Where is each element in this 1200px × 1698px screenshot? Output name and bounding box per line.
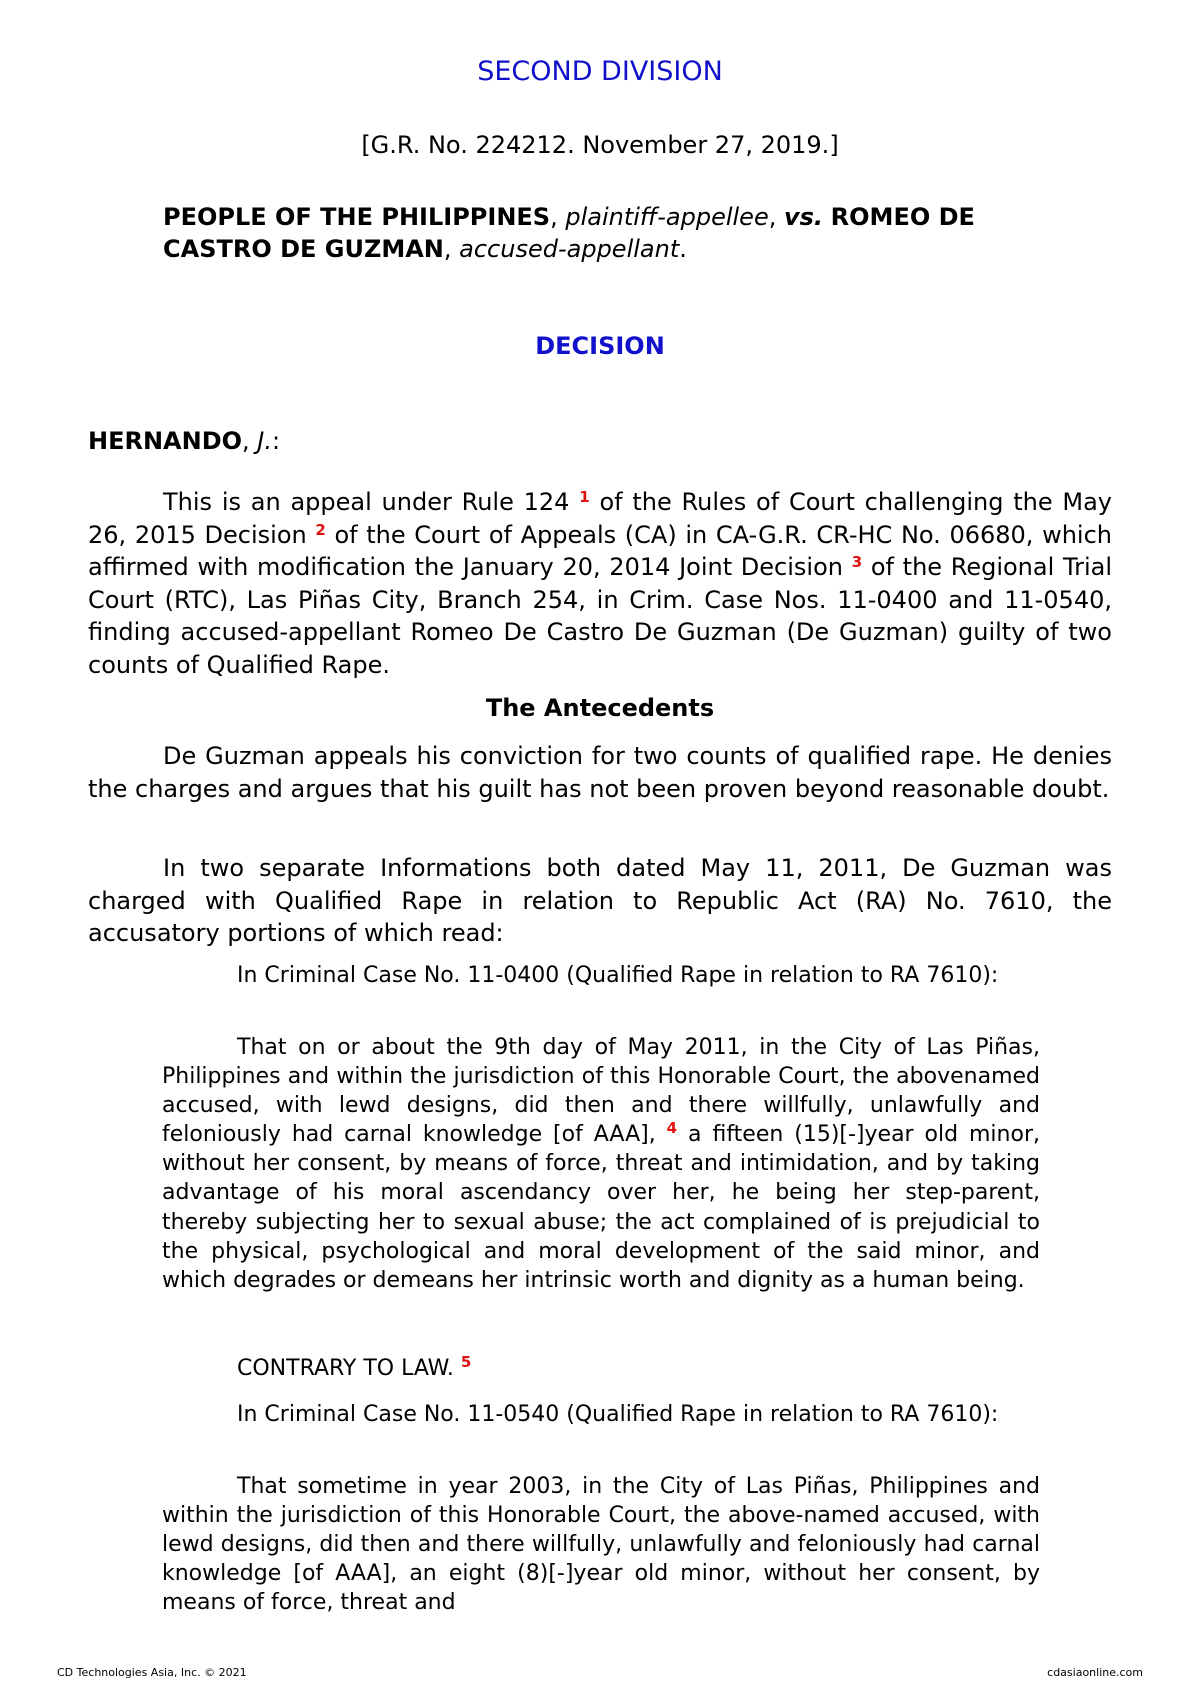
footnote-link-3[interactable]: 3 (851, 553, 863, 572)
paragraph-conviction (88, 740, 1112, 805)
paragraph-text: of the Rules of Court challenging the May 26, 2015 Decision (88, 488, 1112, 549)
ponente-name: HERNANDO (88, 427, 243, 455)
paragraph-appeal (88, 486, 1112, 682)
quote-text: That sometime in year 2003, in the City of Las Piñas, Philippines and within the jurisdiction of this Honorable Court, the above-named accused, with lewd designs, did then and there willfully, unlawfully and feloniously had carnal knowledge [of AAA], an eight (8)[-]year old minor, without her consent, by means of force, threat and (162, 1474, 1040, 1616)
footnote-link-1[interactable]: 1 (579, 488, 590, 506)
footer-copyright: CD Technologies Asia, Inc. © 2021 (57, 1666, 247, 1679)
paragraph-text: of the Court of Appeals (CA) in CA-G.R. CR-HC No. 06680, which affirmed with modification the January 20, 2014 Joint Decision (88, 520, 1112, 582)
antecedents-heading: The Antecedents (485, 694, 715, 722)
paragraph-text: In two separate Informations both dated May 11, 2011, De Guzman was charged with Qualified Rape in relation to Republic Act (RA) No. 7610, the accusatory portions of which read: (88, 854, 1112, 948)
paragraph-text: of the Regional Trial Court (RTC), Las Piñas City, Branch 254, in Crim. Case Nos. 11-0400 and 11-0540, finding accused-appellant Romeo De Castro De Guzman (De Guzman) guilty of two counts of Qualified Rape. (88, 553, 1112, 679)
ponente: HERNANDO, J.: (88, 427, 281, 455)
paragraph-text: De Guzman appeals his conviction for two counts of qualified rape. He denies the charges and argues that his guilt has not been proven beyond reasonable doubt. (88, 742, 1112, 803)
quote-case-1-body (162, 1033, 1040, 1295)
quote-text: a fifteen (15)[-]year old minor, without her consent, by means of force, threat and intimidation, and by taking advantage of his moral ascendancy over her, he being her step-parent, thereby subjecting her to sexual abuse; the act complained of is prejudicial to the physical, psychological and moral development of the said minor, and which degrades or demeans her intrinsic worth and dignity as a human being. (162, 1122, 1040, 1293)
quote-case-2-caption (162, 1400, 1040, 1429)
versus: vs. (783, 203, 824, 231)
decision-title: DECISION (535, 332, 665, 360)
accused-name: ROMEO DE CASTRO DE GUZMAN (163, 203, 975, 263)
paragraph-informations (88, 852, 1112, 950)
quote-caption: In Criminal Case No. 11-0400 (Qualified Rape in relation to RA 7610): (237, 963, 999, 988)
plaintiff-name: PEOPLE OF THE PHILIPPINES (163, 203, 551, 231)
quote-contrary (162, 1354, 1040, 1383)
gr-number: [G.R. No. 224212. November 27, 2019.] (361, 131, 839, 159)
division-heading: SECOND DIVISION (477, 56, 723, 87)
contrary-to-law: CONTRARY TO LAW. (237, 1356, 454, 1381)
ponente-suffix: J. (257, 427, 273, 455)
case-parties: PEOPLE OF THE PHILIPPINES, plaintiff-appellee, vs. ROMEO DE CASTRO DE GUZMAN, accused-appellant. (163, 203, 975, 263)
quote-case-2-body (162, 1472, 1040, 1617)
plaintiff-role: plaintiff-appellee (565, 203, 769, 231)
quote-case-1-caption (162, 961, 1040, 990)
quote-caption: In Criminal Case No. 11-0540 (Qualified Rape in relation to RA 7610): (237, 1402, 999, 1427)
paragraph-text: This is an appeal under Rule 124 (163, 488, 570, 516)
accused-role: accused-appellant (459, 235, 680, 263)
footnote-link-5[interactable]: 5 (460, 1353, 472, 1371)
footnote-link-2[interactable]: 2 (315, 520, 326, 539)
footnote-link-4[interactable]: 4 (666, 1119, 678, 1138)
footer-site: cdasiaonline.com (1047, 1666, 1143, 1679)
quote-text: That on or about the 9th day of May 2011, in the City of Las Piñas, Philippines and within the jurisdiction of this Honorable Court, the abovenamed accused, with lewd designs, did then and there willfully, unlawfully and feloniously had carnal knowledge [of AAA], (162, 1035, 1040, 1148)
